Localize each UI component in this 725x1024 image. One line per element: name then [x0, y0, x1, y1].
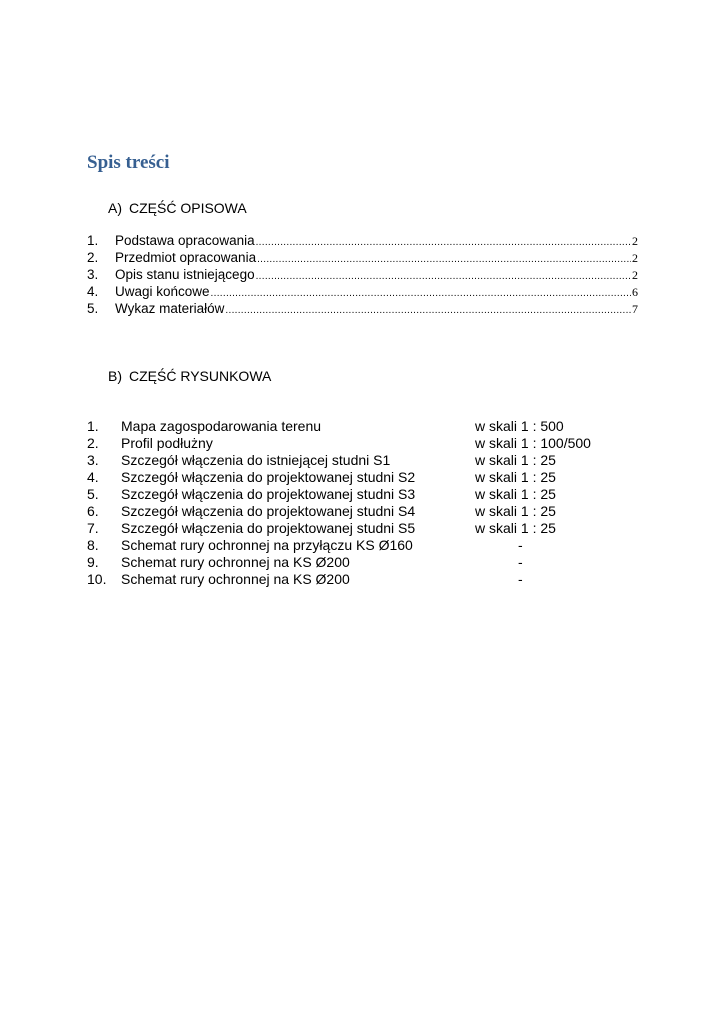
drawing-scale: - [518, 554, 523, 570]
toc-title: Uwagi końcowe [115, 284, 210, 299]
drawing-scale: w skali 1 : 25 [475, 469, 556, 485]
toc-entry[interactable] [87, 250, 638, 267]
drawing-entry [87, 418, 647, 435]
section-label: CZĘŚĆ RYSUNKOWA [129, 368, 272, 384]
drawing-scale: - [518, 537, 523, 553]
toc-number: 1. [87, 233, 99, 248]
drawing-entry [87, 503, 647, 520]
toc-leader-dots [225, 306, 631, 316]
drawing-entry [87, 486, 647, 503]
drawing-title: Schemat rury ochronnej na KS Ø200 [121, 554, 350, 570]
toc-entry[interactable] [87, 267, 638, 284]
section-letter: A) [108, 200, 122, 216]
drawing-scale: w skali 1 : 25 [475, 503, 556, 519]
drawing-entry [87, 554, 647, 571]
drawing-title: Schemat rury ochronnej na KS Ø200 [121, 571, 350, 587]
section-label: CZĘŚĆ OPISOWA [129, 200, 247, 216]
toc-leader-dots [256, 272, 631, 282]
drawings-list [87, 418, 647, 588]
drawing-number: 1. [87, 418, 99, 434]
drawing-scale: w skali 1 : 25 [475, 452, 556, 468]
toc-leader-dots [211, 289, 631, 299]
drawing-number: 3. [87, 452, 99, 468]
toc-page-number: 6 [632, 285, 638, 299]
drawing-entry [87, 537, 647, 554]
drawing-number: 6. [87, 503, 99, 519]
section-heading-descriptive [108, 200, 247, 216]
drawing-entry [87, 469, 647, 486]
toc-title: Przedmiot opracowania [115, 250, 257, 265]
drawing-title: Szczegół włączenia do projektowanej studni S4 [121, 503, 416, 519]
toc-number: 2. [87, 250, 99, 265]
page-title: Spis treści [87, 152, 170, 173]
drawing-title: Szczegół włączenia do istniejącej studni S1 [121, 452, 391, 468]
toc-page-number: 2 [632, 251, 638, 265]
toc-entry[interactable] [87, 233, 638, 250]
drawing-number: 8. [87, 537, 99, 553]
toc-number: 4. [87, 284, 99, 299]
toc-page-number: 2 [632, 268, 638, 282]
toc-page-number: 2 [632, 234, 638, 248]
toc-title: Wykaz materiałów [115, 301, 225, 316]
drawing-scale: w skali 1 : 25 [475, 486, 556, 502]
drawing-title: Szczegół włączenia do projektowanej studni S3 [121, 486, 416, 502]
toc-entry[interactable] [87, 284, 638, 301]
drawing-number: 7. [87, 520, 99, 536]
section-heading-drawings [108, 368, 271, 384]
drawing-title: Profil podłużny [121, 435, 213, 451]
drawing-scale: w skali 1 : 25 [475, 520, 556, 536]
drawing-number: 9. [87, 554, 99, 570]
drawing-title: Schemat rury ochronnej na przyłączu KS Ø160 [121, 537, 413, 553]
drawing-scale: - [518, 571, 523, 587]
drawing-number: 4. [87, 469, 99, 485]
drawing-entry [87, 571, 647, 588]
section-letter: B) [108, 368, 122, 384]
toc-number: 5. [87, 301, 99, 316]
toc-title: Podstawa opracowania [115, 233, 255, 248]
drawing-number: 10. [87, 571, 107, 587]
table-of-contents [87, 233, 638, 318]
drawing-title: Szczegół włączenia do projektowanej studni S5 [121, 520, 416, 536]
drawing-title: Mapa zagospodarowania terenu [121, 418, 322, 434]
drawing-title: Szczegół włączenia do projektowanej studni S2 [121, 469, 416, 485]
drawing-entry [87, 520, 647, 537]
toc-number: 3. [87, 267, 99, 282]
drawing-scale: w skali 1 : 100/500 [475, 435, 591, 451]
toc-entry[interactable] [87, 301, 638, 318]
toc-leader-dots [257, 255, 631, 265]
drawing-number: 5. [87, 486, 99, 502]
toc-page-number: 7 [632, 302, 638, 316]
drawing-number: 2. [87, 435, 99, 451]
drawing-entry [87, 435, 647, 452]
toc-leader-dots [256, 238, 631, 248]
drawing-scale: w skali 1 : 500 [475, 418, 564, 434]
toc-title: Opis stanu istniejącego [115, 267, 255, 282]
drawing-entry [87, 452, 647, 469]
